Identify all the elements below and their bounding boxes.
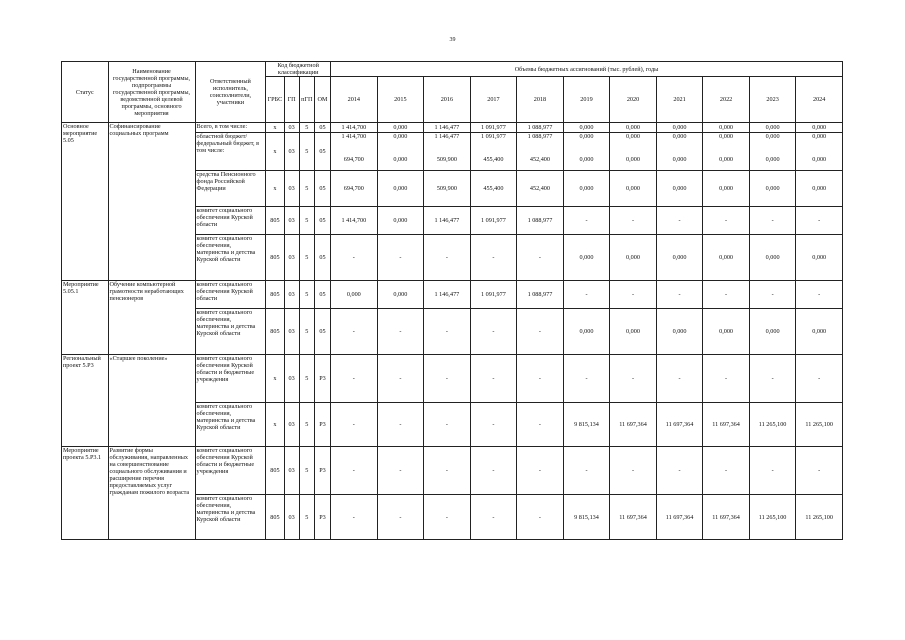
budget-table [61, 61, 843, 540]
value-cell [796, 133, 843, 171]
table-row [62, 447, 843, 495]
program-name-cell: Развитие формы обслуживания, направленных на совершенствование социального обслуживания и расширение перечня предоставляемых услуг гражданам пожилого возраста [108, 447, 195, 540]
value-regional: 452,400 [529, 156, 550, 163]
value-federal: 0,000 [626, 133, 640, 140]
header-year: 2018 [517, 77, 564, 123]
header-gp: ГП [284, 77, 299, 123]
value-cell: 1 414,700 [331, 207, 378, 235]
executor-cell: Всего, в том числе: [195, 123, 266, 133]
value-cell: - [517, 447, 564, 495]
value-cell: 11 697,364 [703, 495, 750, 540]
value-federal: 0,000 [672, 133, 687, 140]
value-cell: 1 091,977 [470, 207, 517, 235]
executor-cell: комитет социального обеспечения, материнства и детства Курской области [195, 309, 266, 355]
value-federal: 1 146,477 [434, 133, 460, 140]
pgp-cell: 5 [299, 403, 314, 447]
value-regional: 455,400 [483, 156, 504, 163]
value-cell: 0,000 [796, 309, 843, 355]
value-cell: 11 265,100 [749, 403, 796, 447]
executor-cell: средства Пенсионного фонда Российской Федерации [195, 171, 266, 207]
gp-cell: 03 [284, 133, 299, 171]
om-cell: P3 [314, 403, 330, 447]
value-cell: - [331, 309, 378, 355]
value-regional: 0,000 [672, 156, 687, 163]
grbs-cell: x [266, 355, 284, 403]
value-regional: 0,000 [393, 156, 408, 163]
value-federal: 0,000 [765, 133, 780, 140]
value-cell: 0,000 [610, 235, 657, 281]
value-federal: 0,000 [812, 133, 827, 140]
pgp-cell: 5 [299, 123, 314, 133]
value-cell: 0,000 [749, 309, 796, 355]
status-cell: Региональный проект 5.P3 [62, 355, 109, 447]
gp-cell: 03 [284, 207, 299, 235]
value-cell: 11 697,364 [656, 403, 703, 447]
executor-cell: комитет социального обеспечения Курской области [195, 281, 266, 309]
table-row [62, 355, 843, 403]
value-regional: 0,000 [719, 156, 734, 163]
om-cell: P3 [314, 355, 330, 403]
value-cell: 694,700 [331, 171, 378, 207]
value-regional: 0,000 [579, 156, 594, 163]
header-year: 2019 [563, 77, 610, 123]
executor-cell: комитет социального обеспечения Курской области [195, 207, 266, 235]
gp-cell: 03 [284, 495, 299, 540]
value-cell: 11 697,364 [610, 403, 657, 447]
grbs-cell: x [266, 123, 284, 133]
value-federal: 0,000 [393, 133, 408, 140]
value-cell: 1 088,977 [517, 123, 564, 133]
header-year: 2022 [703, 77, 750, 123]
gp-cell: 03 [284, 235, 299, 281]
value-cell: 0,000 [656, 309, 703, 355]
value-cell: - [517, 355, 564, 403]
value-cell: - [610, 447, 657, 495]
value-cell: - [377, 309, 424, 355]
om-cell: P3 [314, 495, 330, 540]
pgp-cell: 5 [299, 355, 314, 403]
value-cell: - [331, 447, 378, 495]
pgp-cell: 5 [299, 309, 314, 355]
gp-cell: 03 [284, 171, 299, 207]
om-cell: 05 [314, 281, 330, 309]
header-grbs: ГРБС [266, 77, 284, 123]
header-amounts: Объемы бюджетных ассигнований (тыс. рублей), годы [331, 62, 843, 77]
value-cell: 11 265,100 [749, 495, 796, 540]
value-cell: 0,000 [796, 235, 843, 281]
value-cell: 0,000 [563, 309, 610, 355]
header-status: Статус [62, 62, 109, 123]
value-cell: 0,000 [656, 123, 703, 133]
value-cell: 1 414,700 [331, 123, 378, 133]
value-cell: - [796, 281, 843, 309]
value-cell [749, 133, 796, 171]
header-year: 2024 [796, 77, 843, 123]
value-cell: 0,000 [796, 171, 843, 207]
header-year: 2016 [424, 77, 471, 123]
header-year: 2017 [470, 77, 517, 123]
value-cell: 11 697,364 [703, 403, 750, 447]
value-cell: 11 697,364 [656, 495, 703, 540]
header-year: 2020 [610, 77, 657, 123]
value-federal: 1 088,977 [527, 133, 553, 140]
value-cell: - [517, 235, 564, 281]
value-cell: 455,400 [470, 171, 517, 207]
value-cell [424, 133, 471, 171]
header-budget-code: Код бюджетной классификации [266, 62, 331, 77]
gp-cell: 03 [284, 403, 299, 447]
gp-cell: 03 [284, 309, 299, 355]
pgp-cell: 5 [299, 447, 314, 495]
program-name-cell: «Старшее поколение» [108, 355, 195, 447]
value-cell: - [517, 495, 564, 540]
header-pgp: пГП [299, 77, 314, 123]
value-cell: - [331, 403, 378, 447]
value-regional: 0,000 [812, 156, 827, 163]
header-program-name: Наименование государственной программы, подпрограммы государственной программы, ведомственной целевой программы, основного мероприятия [108, 62, 195, 123]
value-cell: - [563, 281, 610, 309]
value-cell: 0,000 [610, 123, 657, 133]
value-cell [656, 133, 703, 171]
value-cell: 1 146,477 [424, 207, 471, 235]
value-cell: - [563, 207, 610, 235]
value-cell: - [331, 355, 378, 403]
value-cell [703, 133, 750, 171]
value-cell: - [470, 355, 517, 403]
value-cell: - [563, 355, 610, 403]
value-cell: 0,000 [377, 123, 424, 133]
value-federal: 1 414,700 [341, 133, 367, 140]
value-cell: 0,000 [563, 171, 610, 207]
program-name-cell: Софинансирование социальных программ [108, 123, 195, 281]
value-cell: - [470, 447, 517, 495]
value-cell: 0,000 [749, 171, 796, 207]
header-year: 2021 [656, 77, 703, 123]
value-cell: 0,000 [331, 281, 378, 309]
executor-cell: комитет социального обеспечения Курской области и бюджетные учреждения [195, 355, 266, 403]
value-cell: 1 088,977 [517, 281, 564, 309]
om-cell: 05 [314, 123, 330, 133]
value-cell: - [703, 447, 750, 495]
value-cell: - [377, 403, 424, 447]
value-cell: 0,000 [563, 235, 610, 281]
value-cell: 0,000 [749, 235, 796, 281]
page-number: 39 [449, 37, 456, 43]
value-cell: - [796, 207, 843, 235]
table-row [62, 281, 843, 309]
value-cell: 1 146,477 [424, 281, 471, 309]
pgp-cell: 5 [299, 207, 314, 235]
gp-cell: 03 [284, 447, 299, 495]
grbs-cell: 805 [266, 309, 284, 355]
status-cell: Мероприятие проекта 5.P3.1 [62, 447, 109, 540]
value-cell: - [610, 281, 657, 309]
value-cell: - [656, 447, 703, 495]
value-cell: 11 265,100 [796, 495, 843, 540]
value-cell: - [470, 403, 517, 447]
value-cell: 11 265,100 [796, 403, 843, 447]
value-cell: - [517, 403, 564, 447]
value-cell: - [749, 207, 796, 235]
value-cell: - [377, 355, 424, 403]
value-cell: - [517, 309, 564, 355]
value-cell: - [703, 207, 750, 235]
value-cell: - [424, 495, 471, 540]
value-cell: 0,000 [656, 171, 703, 207]
value-cell: - [656, 207, 703, 235]
value-cell: 509,900 [424, 171, 471, 207]
value-regional: 0,000 [765, 156, 780, 163]
value-cell [331, 133, 378, 171]
om-cell: 05 [314, 171, 330, 207]
value-regional: 694,700 [343, 156, 364, 163]
value-federal: 1 091,977 [481, 133, 506, 140]
value-cell: 0,000 [703, 123, 750, 133]
value-cell: 0,000 [703, 171, 750, 207]
value-cell: 0,000 [749, 123, 796, 133]
executor-cell: комитет социального обеспечения, материнства и детства Курской области [195, 235, 266, 281]
status-cell: Основное мероприятие 5.05 [62, 123, 109, 281]
table-body [62, 123, 843, 540]
header-om: ОМ [314, 77, 330, 123]
value-cell: - [377, 235, 424, 281]
value-cell: - [424, 235, 471, 281]
value-cell: - [424, 355, 471, 403]
value-cell: - [563, 447, 610, 495]
value-cell: 0,000 [377, 171, 424, 207]
value-regional: 0,000 [626, 156, 640, 163]
om-cell: P3 [314, 447, 330, 495]
value-cell: - [796, 447, 843, 495]
value-cell: 0,000 [610, 309, 657, 355]
grbs-cell: x [266, 133, 284, 171]
value-cell [517, 133, 564, 171]
grbs-cell: 805 [266, 235, 284, 281]
pgp-cell: 5 [299, 495, 314, 540]
value-cell: 0,000 [703, 309, 750, 355]
grbs-cell: 805 [266, 207, 284, 235]
om-cell: 05 [314, 133, 330, 171]
value-cell: - [703, 355, 750, 403]
executor-cell: комитет социального обеспечения, материнства и детства Курской области [195, 403, 266, 447]
grbs-cell: 805 [266, 495, 284, 540]
value-cell: - [703, 281, 750, 309]
value-cell: 0,000 [796, 123, 843, 133]
header-executor: Ответственный исполнитель, соисполнители, участники [195, 62, 266, 123]
value-cell: - [424, 403, 471, 447]
gp-cell: 03 [284, 281, 299, 309]
value-cell: - [749, 355, 796, 403]
pgp-cell: 5 [299, 133, 314, 171]
value-cell: 11 697,364 [610, 495, 657, 540]
value-cell [377, 133, 424, 171]
grbs-cell: 805 [266, 281, 284, 309]
value-cell: - [424, 447, 471, 495]
value-cell: 0,000 [703, 235, 750, 281]
executor-cell: комитет социального обеспечения Курской области и бюджетные учреждения [195, 447, 266, 495]
value-cell [563, 133, 610, 171]
value-cell: - [377, 495, 424, 540]
value-cell: - [331, 495, 378, 540]
om-cell: 05 [314, 235, 330, 281]
header-year: 2015 [377, 77, 424, 123]
value-cell: 9 815,134 [563, 403, 610, 447]
value-cell: - [656, 355, 703, 403]
gp-cell: 03 [284, 355, 299, 403]
grbs-cell: x [266, 403, 284, 447]
value-federal: 0,000 [719, 133, 734, 140]
grbs-cell: x [266, 171, 284, 207]
value-regional: 509,900 [436, 156, 457, 163]
header-year: 2023 [749, 77, 796, 123]
value-cell: 0,000 [656, 235, 703, 281]
value-cell [610, 133, 657, 171]
value-cell: - [470, 235, 517, 281]
value-cell: 1 091,977 [470, 281, 517, 309]
value-cell: - [377, 447, 424, 495]
om-cell: 05 [314, 207, 330, 235]
value-cell: 1 146,477 [424, 123, 471, 133]
value-cell: - [331, 235, 378, 281]
value-cell: - [656, 281, 703, 309]
value-cell [470, 133, 517, 171]
value-cell: - [610, 355, 657, 403]
value-cell: 9 815,134 [563, 495, 610, 540]
header-year: 2014 [331, 77, 378, 123]
value-cell: - [749, 447, 796, 495]
table-row [62, 123, 843, 133]
value-cell: 452,400 [517, 171, 564, 207]
value-cell: 0,000 [377, 207, 424, 235]
value-cell: - [610, 207, 657, 235]
executor-cell: комитет социального обеспечения, материнства и детства Курской области [195, 495, 266, 540]
pgp-cell: 5 [299, 281, 314, 309]
status-cell: Мероприятие 5.05.1 [62, 281, 109, 355]
value-cell: - [749, 281, 796, 309]
value-cell: 0,000 [377, 281, 424, 309]
executor-cell: областной бюджет/ федеральный бюджет, в том числе: [195, 133, 266, 171]
om-cell: 05 [314, 309, 330, 355]
value-federal: 0,000 [579, 133, 594, 140]
value-cell: 0,000 [610, 171, 657, 207]
value-cell: 1 091,977 [470, 123, 517, 133]
grbs-cell: 805 [266, 447, 284, 495]
value-cell: - [470, 495, 517, 540]
value-cell: - [796, 355, 843, 403]
pgp-cell: 5 [299, 171, 314, 207]
value-cell: 0,000 [563, 123, 610, 133]
gp-cell: 03 [284, 123, 299, 133]
pgp-cell: 5 [299, 235, 314, 281]
value-cell: 1 088,977 [517, 207, 564, 235]
value-cell: - [470, 309, 517, 355]
value-cell: - [424, 309, 471, 355]
program-name-cell: Обучение компьютерной грамотности неработающих пенсионеров [108, 281, 195, 355]
